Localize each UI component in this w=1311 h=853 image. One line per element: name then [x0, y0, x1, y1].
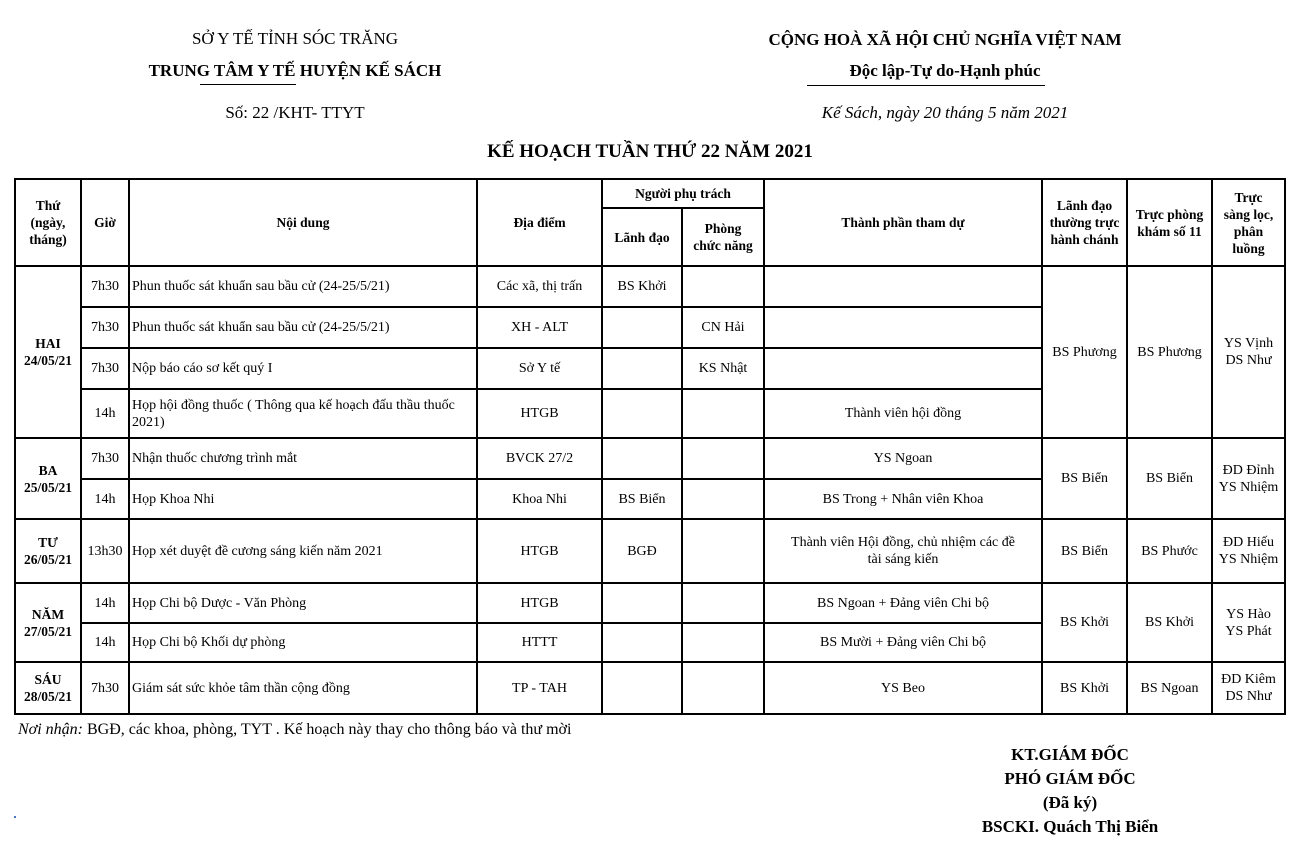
participants-cell — [764, 266, 1042, 307]
clinic11-cell: BS Ngoan — [1127, 662, 1212, 714]
recipients-note — [18, 721, 571, 739]
clinic11-cell: BS Biển — [1127, 438, 1212, 519]
location-cell: XH - ALT — [477, 307, 602, 348]
time-cell: 14h — [81, 479, 129, 519]
header-clinic-11: Trực phòng khám số 11 — [1127, 179, 1212, 266]
content-cell: Họp Chi bộ Dược - Văn Phòng — [129, 583, 477, 623]
document-number: Số: 22 /KHT- TTYT — [225, 103, 365, 122]
signature-position: PHÓ GIÁM ĐỐC — [1004, 769, 1136, 788]
day-cell: HAI 24/05/21 — [15, 266, 81, 438]
participants-cell: YS Beo — [764, 662, 1042, 714]
stray-mark — [14, 816, 16, 818]
clinic11-cell: BS Phương — [1127, 266, 1212, 438]
location-cell: Sở Y tế — [477, 348, 602, 389]
time-cell: 7h30 — [81, 662, 129, 714]
participants-cell: YS Ngoan — [764, 438, 1042, 479]
header-leader: Lãnh đạo — [602, 208, 682, 266]
time-cell: 7h30 — [81, 348, 129, 389]
organization-underline — [200, 84, 296, 85]
leader-cell — [602, 583, 682, 623]
clinic11-cell: BS Phước — [1127, 519, 1212, 583]
national-motto: Độc lập-Tự do-Hạnh phúc — [849, 61, 1041, 80]
participants-cell: BS Mười + Đảng viên Chi bộ — [764, 623, 1042, 662]
admin-leader-cell: BS Phương — [1042, 266, 1127, 438]
weekly-plan-table — [14, 178, 1286, 715]
place-date: Kế Sách, ngày 20 tháng 5 năm 2021 — [821, 103, 1069, 122]
time-cell: 7h30 — [81, 438, 129, 479]
day-cell: BA 25/05/21 — [15, 438, 81, 519]
location-cell: HTTT — [477, 623, 602, 662]
header-admin-leader: Lãnh đạo thường trực hành chánh — [1042, 179, 1127, 266]
content-cell: Họp Chi bộ Khối dự phòng — [129, 623, 477, 662]
day-cell: TƯ 26/05/21 — [15, 519, 81, 583]
location-cell: BVCK 27/2 — [477, 438, 602, 479]
signature-block — [860, 743, 1280, 839]
signature-signed: (Đã ký) — [1042, 793, 1098, 812]
table-row — [15, 438, 1285, 479]
location-cell: HTGB — [477, 519, 602, 583]
time-cell: 14h — [81, 623, 129, 662]
motto-underline — [807, 85, 1045, 86]
dept-cell — [682, 438, 764, 479]
leader-cell: BGĐ — [602, 519, 682, 583]
participants-cell: BS Ngoan + Đảng viên Chi bộ — [764, 583, 1042, 623]
dept-cell: CN Hải — [682, 307, 764, 348]
header-screening: Trực sàng lọc, phân luồng — [1212, 179, 1285, 266]
screening-cell: YS Vịnh DS Như — [1212, 266, 1285, 438]
table-row — [15, 266, 1285, 307]
location-cell: Các xã, thị trấn — [477, 266, 602, 307]
screening-cell: ĐD Đỉnh YS Nhiệm — [1212, 438, 1285, 519]
content-cell: Nhận thuốc chương trình mắt — [129, 438, 477, 479]
content-cell: Họp hội đồng thuốc ( Thông qua kế hoạch đấu thầu thuốc 2021) — [129, 389, 477, 438]
content-cell: Phun thuốc sát khuẩn sau bầu cử (24-25/5/21) — [129, 307, 477, 348]
location-cell: TP - TAH — [477, 662, 602, 714]
department-name: SỞ Y TẾ TỈNH SÓC TRĂNG — [191, 29, 399, 48]
time-cell: 7h30 — [81, 266, 129, 307]
clinic11-cell: BS Khởi — [1127, 583, 1212, 662]
admin-leader-cell: BS Khởi — [1042, 583, 1127, 662]
content-cell: Phun thuốc sát khuẩn sau bầu cử (24-25/5/21) — [129, 266, 477, 307]
recipients-label: Nơi nhận: — [18, 721, 83, 738]
screening-cell: ĐD Kiêm DS Như — [1212, 662, 1285, 714]
content-cell: Nộp báo cáo sơ kết quý I — [129, 348, 477, 389]
country-name: CỘNG HOÀ XÃ HỘI CHỦ NGHĨA VIỆT NAM — [768, 30, 1122, 49]
leader-cell — [602, 389, 682, 438]
leader-cell — [602, 438, 682, 479]
leader-cell — [602, 662, 682, 714]
day-cell: NĂM 27/05/21 — [15, 583, 81, 662]
admin-leader-cell: BS Biển — [1042, 438, 1127, 519]
dept-cell — [682, 389, 764, 438]
dept-cell: KS Nhật — [682, 348, 764, 389]
signature-name: BSCKI. Quách Thị Biển — [981, 817, 1159, 836]
participants-cell: Thành viên Hội đồng, chủ nhiệm các đề tài sáng kiến — [764, 519, 1042, 583]
time-cell: 7h30 — [81, 307, 129, 348]
table-row — [15, 583, 1285, 623]
header-content: Nội dung — [129, 179, 477, 266]
table-row — [15, 519, 1285, 583]
location-cell: HTGB — [477, 583, 602, 623]
dept-cell — [682, 583, 764, 623]
location-cell: HTGB — [477, 389, 602, 438]
content-cell: Họp xét duyệt đề cương sáng kiến năm 2021 — [129, 519, 477, 583]
header-time: Giờ — [81, 179, 129, 266]
leader-cell — [602, 348, 682, 389]
recipients-text: BGĐ, các khoa, phòng, TYT . Kế hoạch này thay cho thông báo và thư mời — [82, 721, 572, 738]
participants-cell: Thành viên hội đồng — [764, 389, 1042, 438]
content-cell: Giám sát sức khỏe tâm thần cộng đồng — [129, 662, 477, 714]
leader-cell — [602, 307, 682, 348]
header-participants: Thành phần tham dự — [764, 179, 1042, 266]
participants-cell: BS Trong + Nhân viên Khoa — [764, 479, 1042, 519]
time-cell: 14h — [81, 583, 129, 623]
location-cell: Khoa Nhi — [477, 479, 602, 519]
dept-cell — [682, 479, 764, 519]
content-cell: Họp Khoa Nhi — [129, 479, 477, 519]
screening-cell: YS Hào YS Phát — [1212, 583, 1285, 662]
dept-cell — [682, 266, 764, 307]
page-title: KẾ HOẠCH TUẦN THỨ 22 NĂM 2021 — [487, 141, 813, 162]
dept-cell — [682, 519, 764, 583]
participants-cell — [764, 307, 1042, 348]
day-cell: SÁU 28/05/21 — [15, 662, 81, 714]
header-responsible: Người phụ trách — [602, 179, 764, 208]
leader-cell — [602, 623, 682, 662]
admin-leader-cell: BS Khởi — [1042, 662, 1127, 714]
signature-title: KT.GIÁM ĐỐC — [1011, 745, 1129, 764]
leader-cell: BS Biển — [602, 479, 682, 519]
header-dept: Phòng chức năng — [682, 208, 764, 266]
participants-cell — [764, 348, 1042, 389]
leader-cell: BS Khởi — [602, 266, 682, 307]
screening-cell: ĐD Hiếu YS Nhiệm — [1212, 519, 1285, 583]
dept-cell — [682, 662, 764, 714]
admin-leader-cell: BS Biển — [1042, 519, 1127, 583]
table-row — [15, 662, 1285, 714]
header-day: Thứ (ngày, tháng) — [15, 179, 81, 266]
organization-name: TRUNG TÂM Y TẾ HUYỆN KẾ SÁCH — [148, 61, 442, 80]
header-location: Địa điểm — [477, 179, 602, 266]
time-cell: 13h30 — [81, 519, 129, 583]
time-cell: 14h — [81, 389, 129, 438]
dept-cell — [682, 623, 764, 662]
